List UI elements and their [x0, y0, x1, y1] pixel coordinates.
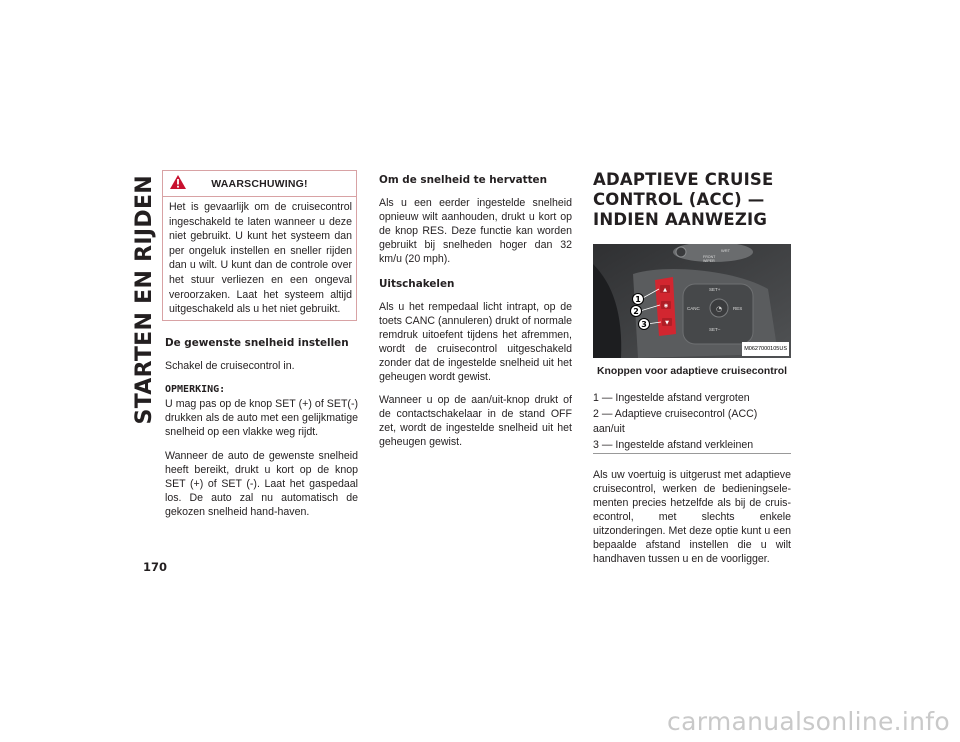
- paragraph: Als u een eerder ingestelde snelheid opnieuw wilt aanhouden, drukt u kort op de knop RES. Deze functie kan worden gebruikt bij snelheden hoger dan 32 km/u (20 mph).: [379, 197, 572, 265]
- section-side-tab: [128, 175, 162, 425]
- warning-header: [163, 171, 356, 197]
- note-body: U mag pas op de knop SET (+) of SET(-) drukken als de auto met een gelijkmatige snelheid op een vlakke weg rijdt.: [165, 397, 358, 438]
- warning-body: Het is gevaarlijk om de cruisecontrol ingeschakeld te laten wanneer u deze niet gebruikt. U kunt het systeem dan per ongeluk instellen en sneller rijden dan u wilt. U kunt dan de controle over het stuur verliezen en een ongeval veroorzaken. Laat het systeem altijd uitgeschakeld als u het niet gebruikt.: [169, 201, 352, 316]
- paragraph: Schakel de cruisecontrol in.: [165, 359, 295, 372]
- callout-2: 2: [633, 307, 639, 316]
- wiper-label: WIPER: [703, 259, 715, 263]
- column-1: [165, 170, 358, 519]
- steering-wheel-illustration: [593, 244, 791, 358]
- note: [165, 383, 358, 439]
- wrt-label: WRT: [721, 248, 731, 253]
- svg-text:◉: ◉: [663, 303, 669, 309]
- svg-text:▲: ▲: [663, 287, 667, 293]
- svg-text:◔: ◔: [715, 305, 723, 313]
- callout-3: 3: [641, 320, 647, 329]
- figure-caption: Knoppen voor adaptieve cruisecontrol: [597, 366, 787, 377]
- front-label: FRONT: [703, 255, 716, 259]
- legend-item: 2 — Adaptieve cruisecontrol (ACC) aan/uit: [593, 407, 758, 435]
- watermark: carmanualsonline.info: [667, 707, 950, 736]
- set-plus-label: SET+: [709, 287, 721, 292]
- page-number: 170: [143, 560, 168, 574]
- warning-box: [162, 170, 357, 321]
- column-2: [379, 173, 572, 449]
- figure-legend: [593, 391, 791, 454]
- paragraph: Wanneer de auto de gewenste snelheid heeft bereikt, drukt u kort op de knop SET (+) of SET (-). Laat het gaspedaal los. De auto zal nu automatisch de gekozen snelheid hand-haven.: [165, 449, 358, 518]
- section-heading-acc: ADAPTIEVE CRUISE CONTROL (ACC) — INDIEN AANWEZIG: [593, 170, 774, 229]
- heading-deactivate: Uitschakelen: [379, 278, 455, 290]
- canc-label: CANC: [687, 306, 700, 311]
- column-3: [593, 170, 791, 566]
- figure-code: M0627000105US: [742, 342, 789, 356]
- heading-set-speed: De gewenste snelheid instellen: [165, 336, 349, 349]
- legend-item: 3 — Ingestelde afstand verkleinen: [593, 438, 754, 451]
- set-minus-label: SET–: [709, 327, 721, 332]
- warning-triangle-icon: [169, 174, 187, 190]
- paragraph: Als uw voertuig is uitgerust met adaptieve cruisecontrol, werken de bedieningsele-menten precies hetzelfde als bij de cruis-econtrol, met slechts enkele uitzonderingen. Met deze optie kunt u een bepaalde afstand instellen die u wilt handhaven tussen u en de voorligger.: [593, 469, 791, 565]
- paragraph: Als u het rempedaal licht intrapt, op de toets CANC (annuleren) drukt of normale remdruk uitoefent tijdens het afremmen, wordt de cruisecontrol uitgeschakeld zonder dat de ingestelde snelheid uit het geheugen wordt gewist.: [379, 301, 572, 383]
- section-title-vertical: STARTEN EN RIJDEN: [132, 175, 157, 425]
- note-label: OPMERKING:: [165, 383, 226, 395]
- svg-text:▼: ▼: [665, 320, 669, 326]
- warning-title: WAARSCHUWING!: [211, 178, 308, 190]
- callout-1: 1: [635, 295, 641, 304]
- acc-buttons-figure: [593, 244, 791, 358]
- res-label: RES: [733, 306, 743, 311]
- paragraph: Wanneer u op de aan/uit-knop drukt of de contactschakelaar in de stand OFF zet, wordt de ingestelde snelheid uit het geheugen gewist.: [379, 394, 572, 448]
- legend-item: 1 — Ingestelde afstand vergroten: [593, 392, 750, 404]
- heading-resume-speed: Om de snelheid te hervatten: [379, 174, 547, 186]
